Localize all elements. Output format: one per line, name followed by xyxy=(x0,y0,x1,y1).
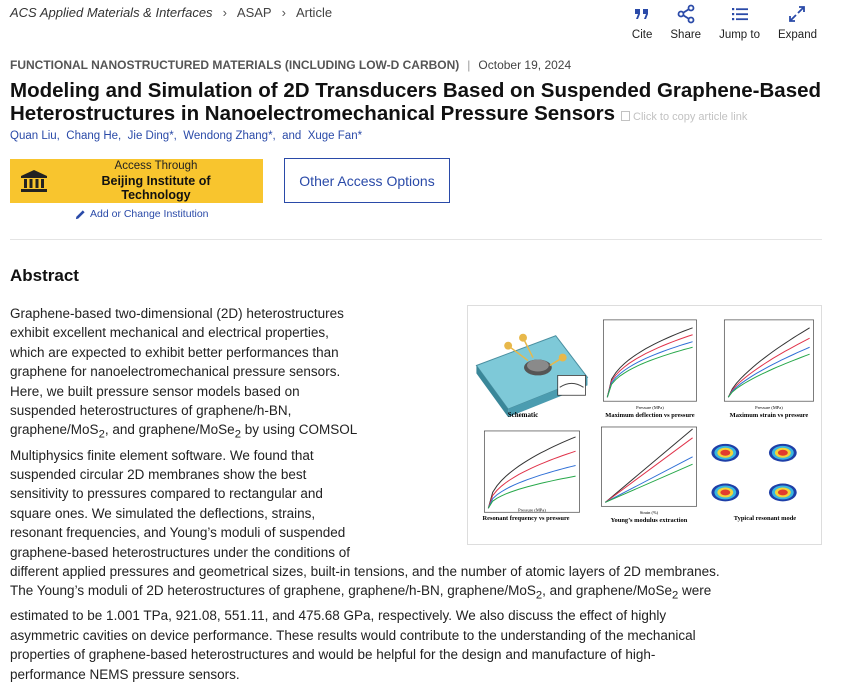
subscript: 2 xyxy=(671,590,679,603)
expand-icon xyxy=(787,4,807,24)
abstract-body xyxy=(10,304,730,684)
series-line xyxy=(728,338,809,397)
share-icon xyxy=(676,4,696,24)
meta-separator: | xyxy=(467,58,471,72)
other-access-options-button[interactable]: Other Access Options xyxy=(284,158,450,203)
caption-strain: Maximum strain vs pressure xyxy=(729,412,809,420)
abstract-text-5: were estimated to be 1.001 TPa, 921.08, 551.11, and 475.68 GPa, respectively. We also discuss the effect of highly asymmetric cavities on device performance. These results would contribute to the understanding of the mechanical properties of graphene-based heterostructures and would be helpful for the design and manufacture of high-performance NEMS pressure sensors. xyxy=(10,583,712,682)
list-icon xyxy=(730,4,750,24)
chevron-right-icon: › xyxy=(222,5,227,20)
change-institution-label: Add or Change Institution xyxy=(90,208,209,220)
copy-article-link[interactable] xyxy=(621,111,747,123)
chevron-right-icon: › xyxy=(281,5,286,20)
caption-deflection: Maximum deflection vs pressure xyxy=(605,412,695,420)
pencil-icon xyxy=(75,209,86,220)
article-title xyxy=(10,79,830,129)
access-through-institution-button[interactable] xyxy=(10,159,263,203)
access-line1: Access Through xyxy=(114,160,198,172)
caption-youngs: Young’s modulus extraction xyxy=(610,517,688,525)
breadcrumb-type: Article xyxy=(295,5,333,20)
expand-label: Expand xyxy=(777,29,817,41)
publication-date: October 19, 2024 xyxy=(478,58,572,72)
jump-to-label: Jump to xyxy=(719,29,760,41)
abstract-heading: Abstract xyxy=(10,266,79,285)
author-link[interactable]: Wendong Zhang*, xyxy=(183,130,276,142)
caption-mode: Typical resonant mode xyxy=(733,515,797,523)
author-link[interactable]: Quan Liu, xyxy=(10,130,60,142)
expand-button[interactable] xyxy=(778,4,817,41)
axis-label-pressure: Pressure (MPa) xyxy=(636,405,664,411)
access-button-text xyxy=(66,160,246,202)
abstract-text-1: Graphene-based two-dimensional (2D) heterostructures exhibit excellent mechanical and electrical properties, which are expected to exhibit better performances than graphene for nanoelectromechanical pressure sensors. Here, we built pressure sensor models based on suspended heterostructures of graphene/h-BN, graphene/MoS xyxy=(10,306,344,438)
figure-spacer xyxy=(373,304,730,542)
copy-link-label: Click to copy article link xyxy=(633,111,748,123)
share-label: Share xyxy=(670,29,702,41)
breadcrumb-journal[interactable]: ACS Applied Materials & Interfaces xyxy=(10,5,213,20)
share-button[interactable] xyxy=(670,4,701,41)
author-link[interactable]: Chang He, xyxy=(66,130,122,142)
author-link[interactable]: Jie Ding*, xyxy=(127,130,177,142)
subscript: 2 xyxy=(234,429,241,442)
axis-label-pressure: Pressure (MPa) xyxy=(518,507,546,513)
author-link[interactable]: Xuge Fan* xyxy=(307,130,363,142)
author-list xyxy=(10,130,362,142)
article-title-text: Modeling and Simulation of 2D Transducers Based on Suspended Graphene-Based Heterostructures in Nanoelectromechanical Pressure Sensors xyxy=(10,79,822,125)
quote-icon xyxy=(632,4,652,24)
mode-shape xyxy=(778,450,788,456)
mode-shape xyxy=(778,489,788,495)
access-institution-name: Beijing Institute of Technology xyxy=(101,174,211,202)
cite-button[interactable] xyxy=(632,4,652,41)
strain-panel xyxy=(724,320,813,419)
change-institution-link[interactable] xyxy=(75,208,209,220)
author-conjunction: and xyxy=(282,130,302,142)
top-bar xyxy=(0,0,845,48)
series-line xyxy=(728,328,809,397)
section-divider xyxy=(10,239,822,240)
caption-schematic: Schematic xyxy=(507,411,539,420)
abstract-text-3: by using COMSOL Multiphysics finite element software. We found that suspended circular 2D membranes show the best sensitivity to pressures compared to rectangular and square ones. We simulated the deflections, strains, resonant frequencies, and Young’s moduli of suspended graphene-based heterostructures under the conditions of different applied pressures and geometrical sizes, built-in tensions, and the number of atomic layers of 2D membranes. The Young’s moduli of 2D heterostructures of graphene, graphene/h-BN, graphene/MoS xyxy=(10,422,720,599)
abstract-text-2: , and graphene/MoSe xyxy=(104,422,235,438)
subscript: 2 xyxy=(535,590,543,603)
article-tools xyxy=(614,4,817,41)
breadcrumb-issue[interactable]: ASAP xyxy=(236,5,272,20)
article-meta xyxy=(10,58,571,72)
cite-label: Cite xyxy=(631,29,653,41)
axis-label-pressure: Pressure (MPa) xyxy=(755,405,783,411)
copy-icon xyxy=(621,111,630,121)
breadcrumb xyxy=(10,5,332,20)
caption-resonant: Resonant frequency vs pressure xyxy=(482,515,570,523)
article-section[interactable]: FUNCTIONAL NANOSTRUCTURED MATERIALS (INCLUDING LOW-D CARBON) xyxy=(10,58,460,72)
jump-to-button[interactable] xyxy=(719,4,760,41)
axis-label-strain: Strain (%) xyxy=(639,510,659,516)
subscript: 2 xyxy=(98,429,105,442)
abstract-text-4: , and graphene/MoSe xyxy=(542,583,672,599)
institution-icon xyxy=(20,169,48,193)
